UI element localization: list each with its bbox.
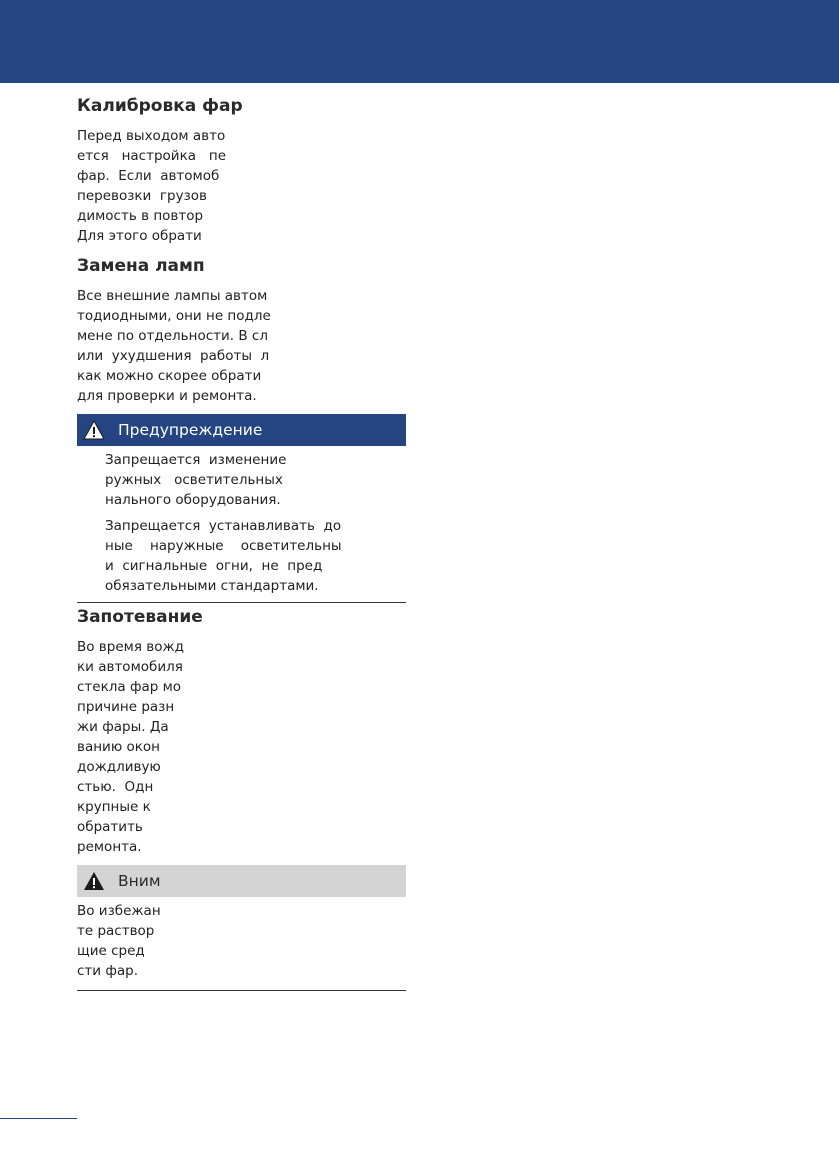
text-line: для проверки и ремонта. [77, 388, 257, 404]
text-line: или ухудшения работы л [77, 348, 270, 364]
warning-paragraph-1 [105, 450, 406, 510]
page-content [77, 94, 406, 991]
text-line: обязательными стандартами. [105, 578, 319, 594]
text-line: фар. Если автомоб [77, 168, 220, 184]
text-line: крупные к [77, 799, 151, 815]
footer-rule [0, 1118, 77, 1119]
text-line: дождливую [77, 759, 161, 775]
text-line: Для этого обрати [77, 228, 202, 244]
text-line: жи фары. Да [77, 719, 169, 735]
text-line: ванию окон [77, 739, 160, 755]
header-band [0, 0, 839, 83]
warning-body [77, 446, 406, 596]
text-line: причине разн [77, 699, 175, 715]
text-line: тодиодными, они не подле [77, 308, 271, 324]
warning-triangle-icon [83, 420, 105, 440]
text-line: Во время вожд [77, 639, 184, 655]
text-line: ремонта. [77, 839, 142, 855]
section-title-fogging: Запотевание [77, 607, 203, 627]
warning-paragraph-2 [105, 516, 406, 596]
text-line: как можно скорее обрати [77, 368, 262, 384]
text-line: щие сред [77, 943, 145, 959]
note-body [77, 897, 406, 981]
text-line: ные наружные осветительны [105, 538, 342, 554]
text-line: сти фар. [77, 963, 139, 979]
text-line: Запрещается изменение [105, 452, 287, 468]
text-line: Все внешние лампы автом [77, 288, 268, 304]
warning-triangle-icon [83, 871, 105, 891]
paragraph-fogging [77, 637, 406, 857]
note-callout [77, 865, 406, 981]
text-line: обратить [77, 819, 143, 835]
text-line: Запрещается устанавливать до [105, 518, 342, 534]
paragraph-bulbs [77, 286, 406, 406]
note-header [77, 865, 406, 897]
text-line: стью. Одн [77, 779, 154, 795]
text-line: Перед выходом авто [77, 128, 226, 144]
warning-title: Предупреждение [118, 421, 263, 439]
warning-header [77, 414, 406, 446]
text-line: те раствор [77, 923, 155, 939]
text-line: и сигнальные огни, не пред [105, 558, 323, 574]
paragraph-calibration [77, 126, 406, 246]
text-line: димость в повтор [77, 208, 204, 224]
section-title-bulbs: Замена ламп [77, 256, 205, 276]
section-divider [77, 602, 406, 603]
text-line: ки автомобиля [77, 659, 183, 675]
warning-callout [77, 414, 406, 596]
text-line: ется настройка пе [77, 148, 227, 164]
text-line: мене по отдельности. В сл [77, 328, 268, 344]
text-line: Во избежан [77, 903, 161, 919]
text-line: стекла фар мо [77, 679, 182, 695]
text-line: перевозки грузов [77, 188, 207, 204]
text-line: нального оборудования. [105, 492, 281, 508]
section-title-calibration: Калибровка фар [77, 96, 243, 116]
note-title: Вним [118, 872, 161, 890]
section-divider [77, 990, 406, 991]
text-line: ружных осветительных [105, 472, 283, 488]
